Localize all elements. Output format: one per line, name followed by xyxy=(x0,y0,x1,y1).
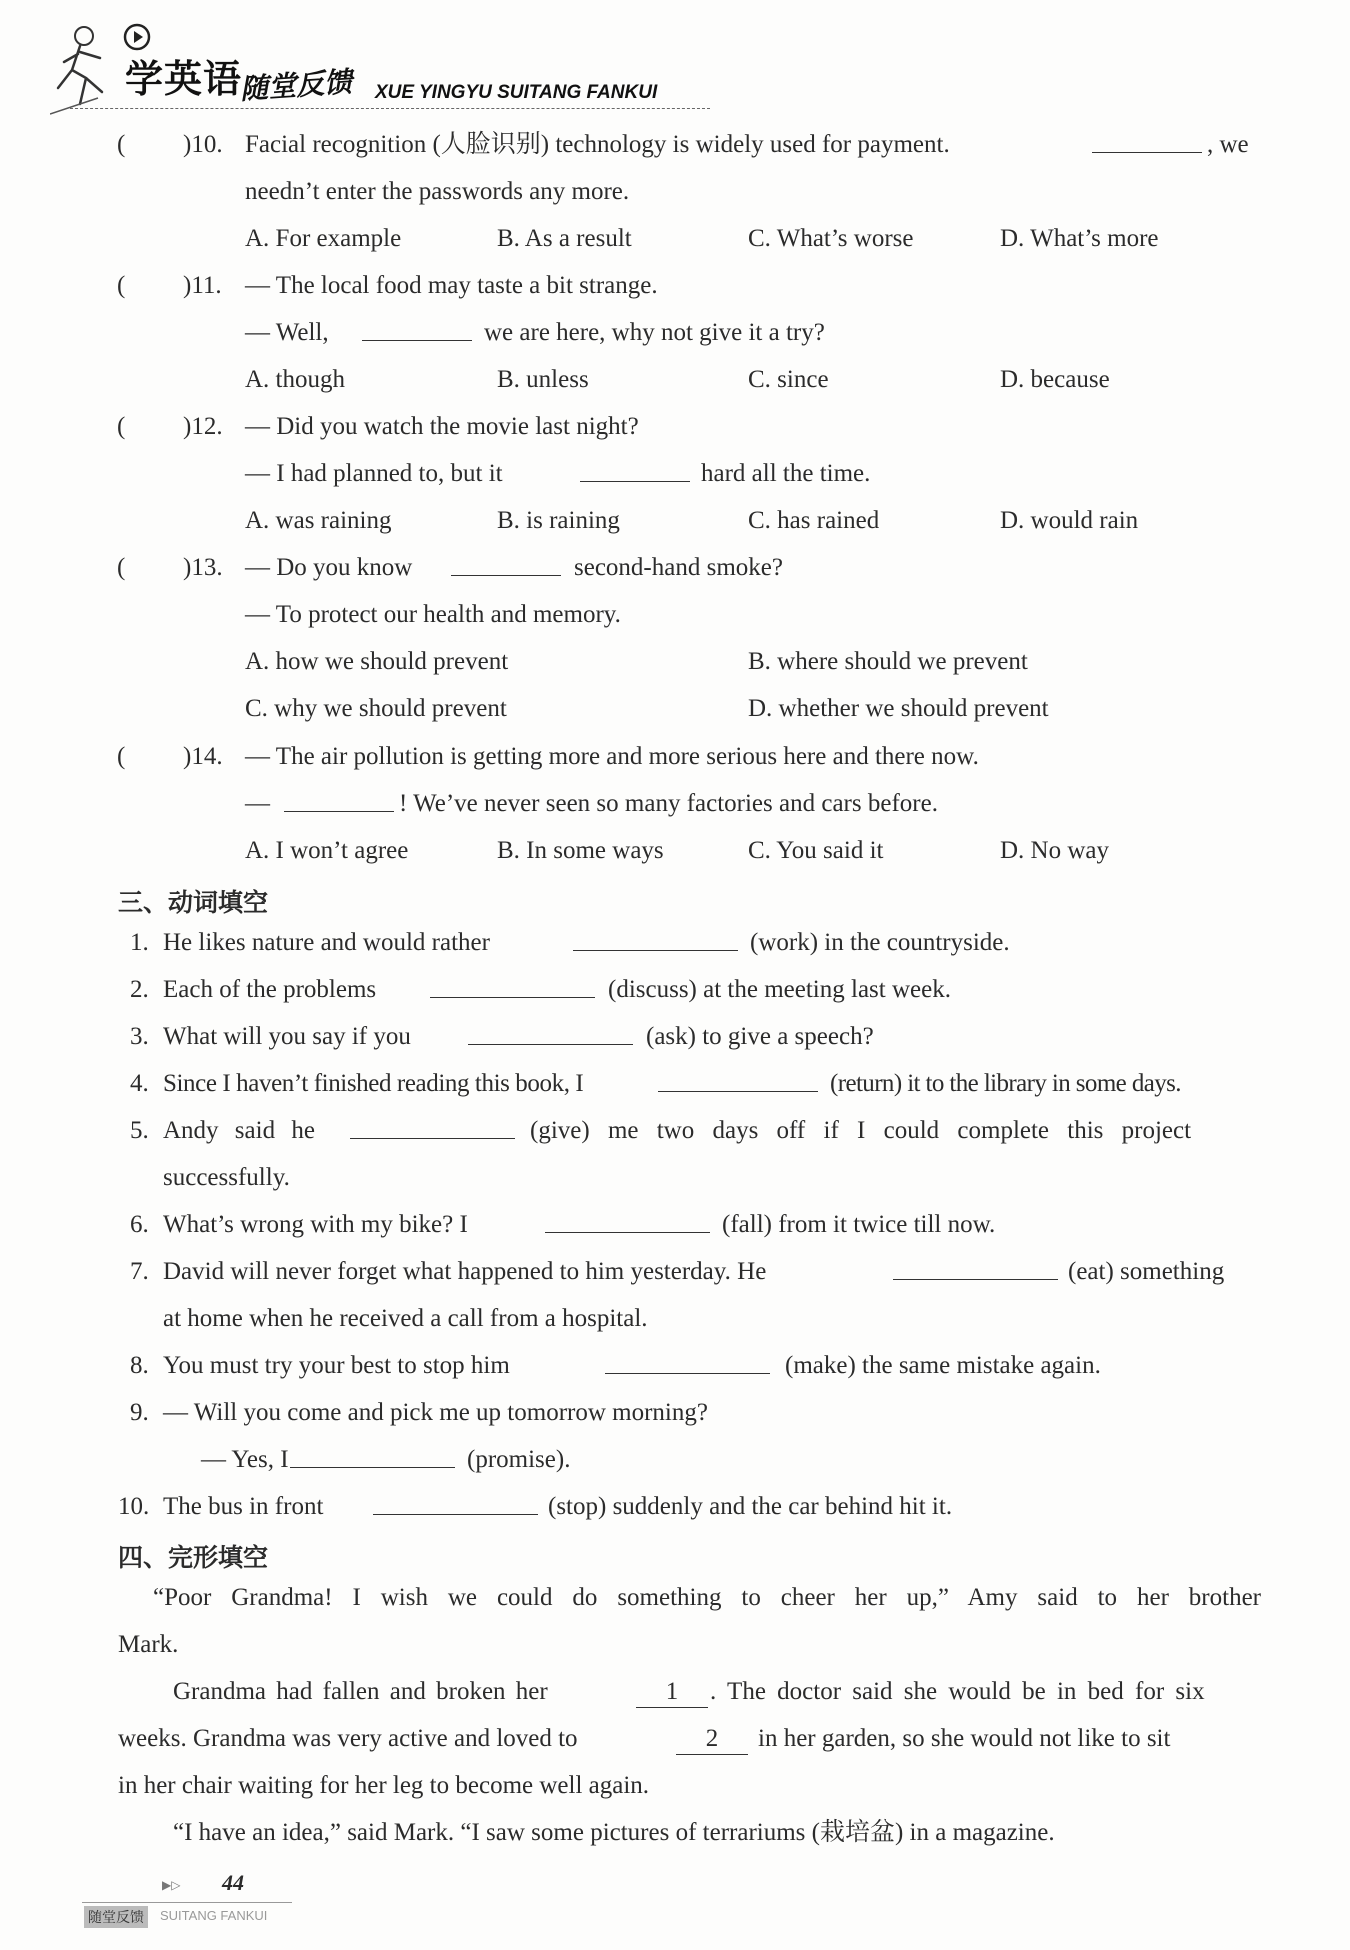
answer-bracket: ( xyxy=(117,272,126,299)
fill-item-7 xyxy=(130,1257,1270,1337)
answer-bracket: ( xyxy=(117,743,126,770)
answer-blank[interactable] xyxy=(468,1022,633,1045)
item-number: 10. xyxy=(118,1493,150,1520)
item-number: 2. xyxy=(130,976,149,1003)
option-b[interactable]: B. unless xyxy=(497,366,589,393)
item-number: 7. xyxy=(130,1258,149,1285)
item-text: (stop) suddenly and the car behind hit it. xyxy=(548,1493,953,1520)
question-text: — Did you watch the movie last night? xyxy=(245,413,639,440)
paragraph-text: “I have an idea,” said Mark. “I saw some pictures of terrariums (栽培盆) in a magazine. xyxy=(173,1819,1055,1846)
question-text: — Do you know xyxy=(245,554,413,581)
question-text: — Well, xyxy=(245,319,329,346)
fill-item-5 xyxy=(130,1116,1270,1196)
option-d[interactable]: D. because xyxy=(1000,366,1110,393)
question-number: )13. xyxy=(183,554,223,581)
option-a[interactable]: A. I won’t agree xyxy=(245,837,409,864)
answer-blank[interactable] xyxy=(373,1492,538,1515)
paragraph-text: in her garden, so she would not like to sit xyxy=(758,1725,1171,1752)
question-number: )12. xyxy=(183,413,223,440)
item-text: successfully. xyxy=(163,1164,290,1191)
question-text: , we xyxy=(1207,131,1249,158)
answer-blank[interactable] xyxy=(284,789,394,812)
item-text: at home when he received a call from a hospital. xyxy=(163,1305,648,1332)
item-text: (work) in the countryside. xyxy=(750,929,1010,956)
option-c[interactable]: C. since xyxy=(748,366,829,393)
option-a[interactable]: A. was raining xyxy=(245,507,392,534)
question-text: needn’t enter the passwords any more. xyxy=(245,178,630,205)
option-c[interactable]: C. why we should prevent xyxy=(245,695,507,722)
item-text: (return) it to the library in some days. xyxy=(830,1070,1181,1097)
answer-bracket: ( xyxy=(117,131,126,158)
item-text: Andy said he xyxy=(163,1117,315,1144)
answer-blank[interactable] xyxy=(430,975,595,998)
cloze-paragraph-1 xyxy=(118,1583,1268,1663)
item-text: The bus in front xyxy=(163,1493,324,1520)
question-11 xyxy=(117,271,1267,361)
item-text: (ask) to give a speech? xyxy=(646,1023,874,1050)
option-b[interactable]: B. In some ways xyxy=(497,837,664,864)
paragraph-text: Grandma had fallen and broken her xyxy=(173,1678,548,1705)
question-13 xyxy=(117,553,1267,643)
item-text: (discuss) at the meeting last week. xyxy=(608,976,951,1003)
item-text: Since I haven’t finished reading this book, I xyxy=(163,1070,584,1097)
question-text: — The local food may taste a bit strange. xyxy=(245,272,658,299)
page-header xyxy=(50,18,690,118)
option-d[interactable]: D. whether we should prevent xyxy=(748,695,1049,722)
header-divider xyxy=(70,108,710,109)
item-text: — Will you come and pick me up tomorrow morning? xyxy=(163,1399,708,1426)
question-text: — The air pollution is getting more and more serious here and there now. xyxy=(245,743,979,770)
item-number: 9. xyxy=(130,1399,149,1426)
answer-blank[interactable] xyxy=(658,1069,818,1092)
options-row xyxy=(245,647,1245,727)
question-14 xyxy=(117,742,1267,832)
item-number: 5. xyxy=(130,1117,149,1144)
header-title-en: XUE YINGYU SUITANG FANKUI xyxy=(375,82,658,103)
paragraph-text: “Poor Grandma! I wish we could do something to cheer her up,” Amy said to her brother xyxy=(153,1584,1261,1611)
answer-blank[interactable] xyxy=(350,1116,515,1139)
question-text: ! We’ve never seen so many factories and cars before. xyxy=(399,790,938,817)
item-text: What will you say if you xyxy=(163,1023,411,1050)
item-number: 8. xyxy=(130,1352,149,1379)
question-text: we are here, why not give it a try? xyxy=(484,319,825,346)
option-b[interactable]: B. is raining xyxy=(497,507,620,534)
blank-number: 1 xyxy=(665,1678,679,1705)
answer-blank[interactable] xyxy=(605,1351,770,1374)
question-number: )10. xyxy=(183,131,223,158)
item-number: 3. xyxy=(130,1023,149,1050)
footer-rule xyxy=(82,1902,292,1903)
paragraph-text: in her chair waiting for her leg to become well again. xyxy=(118,1772,650,1799)
answer-blank[interactable] xyxy=(545,1210,710,1233)
item-text: David will never forget what happened to him yesterday. He xyxy=(163,1258,767,1285)
question-text: — I had planned to, but it xyxy=(245,460,503,487)
option-c[interactable]: C. What’s worse xyxy=(748,225,914,252)
item-text: Each of the problems xyxy=(163,976,377,1003)
cloze-paragraph-2 xyxy=(118,1677,1268,1807)
question-number: )11. xyxy=(183,272,222,299)
item-text: — Yes, I xyxy=(201,1446,289,1473)
option-d[interactable]: D. What’s more xyxy=(1000,225,1159,252)
arrow-icon: ▶▷ xyxy=(162,1878,181,1892)
answer-blank[interactable] xyxy=(451,553,561,576)
question-text: hard all the time. xyxy=(701,460,871,487)
item-number: 4. xyxy=(130,1070,149,1097)
option-c[interactable]: C. You said it xyxy=(748,837,884,864)
option-a[interactable]: A. For example xyxy=(245,225,402,252)
paragraph-text: . The doctor said she would be in bed for six xyxy=(710,1678,1205,1705)
answer-bracket: ( xyxy=(117,554,126,581)
option-b[interactable]: B. where should we prevent xyxy=(748,648,1028,675)
question-text: — To protect our health and memory. xyxy=(245,601,621,628)
item-text: (give) me two days off if I could complete this project xyxy=(530,1117,1192,1144)
item-number: 6. xyxy=(130,1211,149,1238)
question-text: — xyxy=(245,790,270,817)
page-number: 44 xyxy=(222,1870,244,1895)
section-heading: 三、动词填空 xyxy=(118,888,269,917)
header-subtitle-cn: 随堂反馈 xyxy=(239,65,354,106)
item-text: What’s wrong with my bike? I xyxy=(163,1211,468,1238)
item-number: 1. xyxy=(130,929,149,956)
paragraph-text: weeks. Grandma was very active and loved to xyxy=(118,1725,578,1752)
option-a[interactable]: A. though xyxy=(245,366,345,393)
answer-blank[interactable] xyxy=(362,318,472,341)
item-text: (eat) something xyxy=(1068,1258,1225,1285)
cloze-blank-2[interactable] xyxy=(676,1724,748,1755)
header-title-cn: 学英语 xyxy=(125,57,243,101)
question-number: )14. xyxy=(183,743,223,770)
answer-blank[interactable] xyxy=(893,1257,1058,1280)
option-a[interactable]: A. how we should prevent xyxy=(245,648,509,675)
question-text: Facial recognition (人脸识别) technology is widely used for payment. xyxy=(245,131,950,158)
option-b[interactable]: B. As a result xyxy=(497,225,632,252)
option-c[interactable]: C. has rained xyxy=(748,507,880,534)
page-footer xyxy=(82,1870,382,1940)
answer-bracket: ( xyxy=(117,413,126,440)
footer-tab-en: SUITANG FANKUI xyxy=(160,1908,268,1923)
fill-item-9 xyxy=(130,1398,1270,1478)
item-text: He likes nature and would rather xyxy=(163,929,490,956)
item-text: (fall) from it twice till now. xyxy=(722,1211,996,1238)
item-text: (make) the same mistake again. xyxy=(785,1352,1101,1379)
cloze-blank-1[interactable] xyxy=(636,1677,708,1708)
blank-number: 2 xyxy=(705,1725,719,1752)
item-text: You must try your best to stop him xyxy=(163,1352,510,1379)
option-d[interactable]: D. would rain xyxy=(1000,507,1139,534)
option-d[interactable]: D. No way xyxy=(1000,837,1110,864)
question-12 xyxy=(117,412,1267,502)
question-text: second-hand smoke? xyxy=(574,554,783,581)
footer-tab-cn: 随堂反馈 xyxy=(84,1906,148,1928)
answer-blank[interactable] xyxy=(580,459,690,482)
item-text: (promise). xyxy=(467,1446,571,1473)
section-heading: 四、完形填空 xyxy=(118,1543,269,1572)
answer-blank[interactable] xyxy=(290,1445,455,1468)
answer-blank[interactable] xyxy=(573,928,738,951)
paragraph-text: Mark. xyxy=(118,1631,179,1658)
answer-blank[interactable] xyxy=(1092,130,1202,153)
